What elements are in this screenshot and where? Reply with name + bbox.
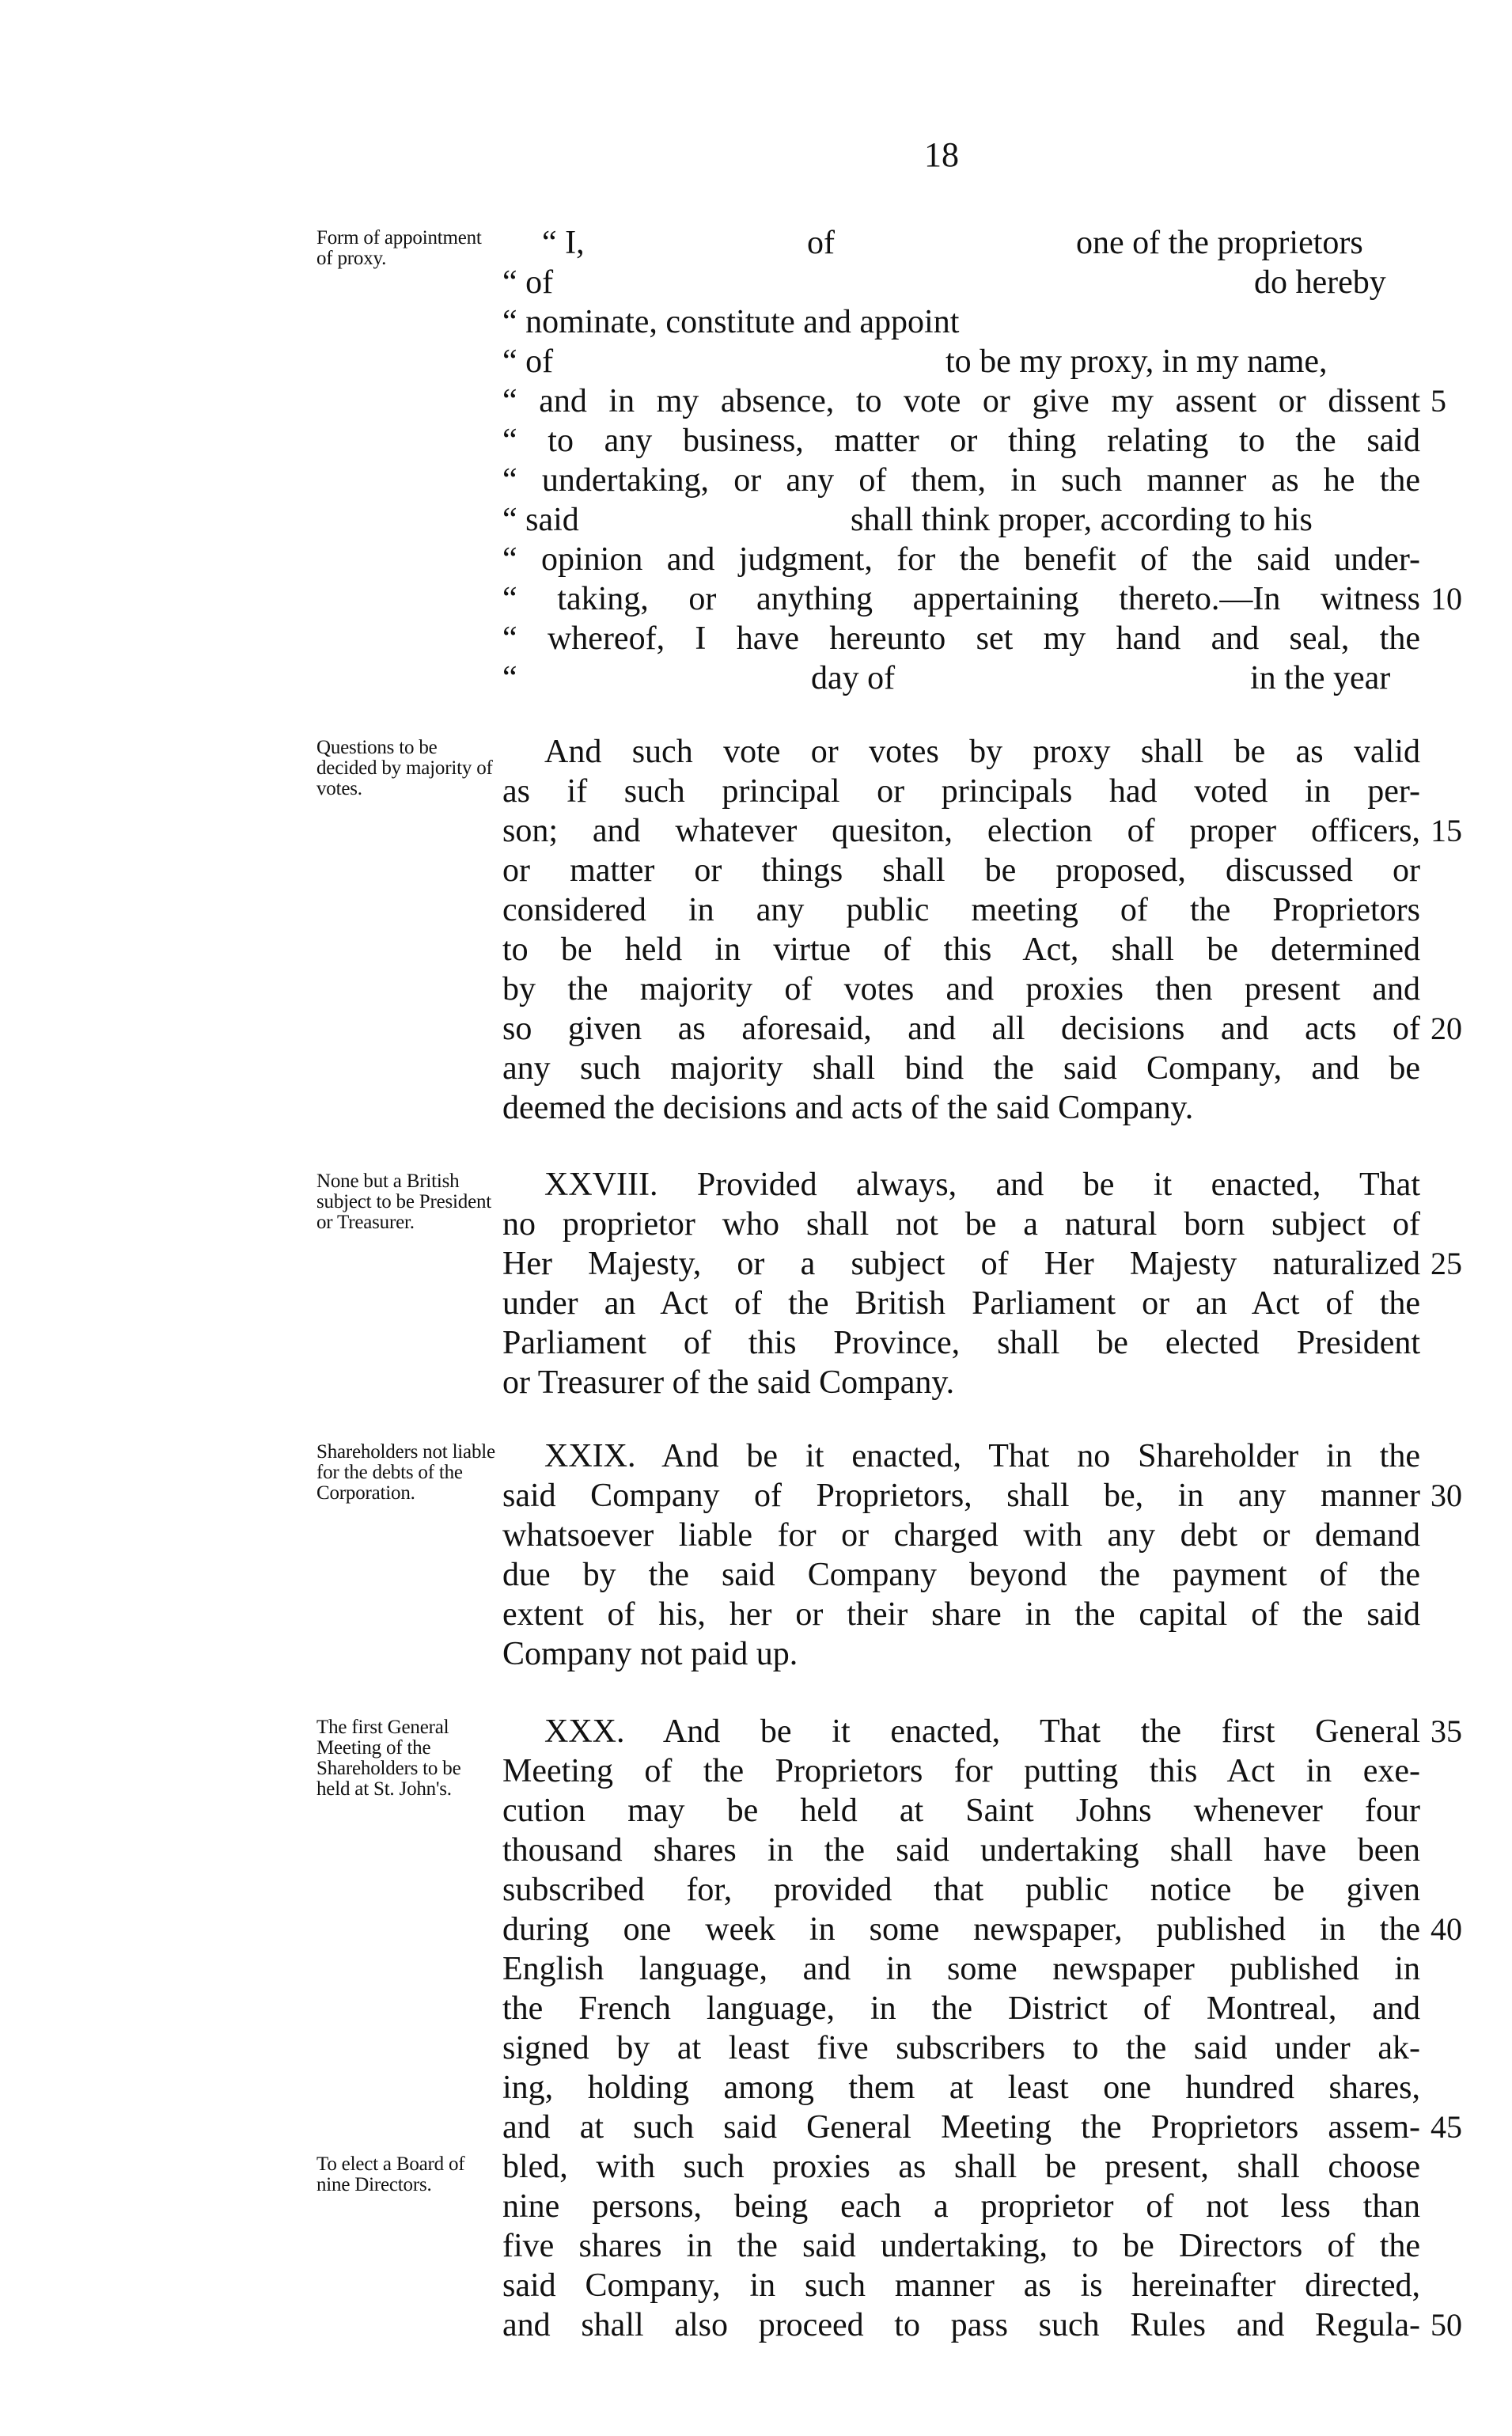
body-line: Meeting of the Proprietors for putting this Act in exe- bbox=[502, 1753, 1420, 1789]
margin-note-proxy-form: Form of appointment of proxy. bbox=[316, 227, 482, 269]
body-line: son; and whatever quesiton, election of proper officers, bbox=[502, 813, 1420, 849]
body-line: and shall also proceed to pass such Rules and Regula- bbox=[502, 2307, 1420, 2343]
body-line: nine persons, being each a proprietor of not less than bbox=[502, 2188, 1420, 2225]
margin-note-shareholders-not-liable: Shareholders not liable for the debts of the Corporation. bbox=[316, 1441, 495, 1504]
body-line: no proprietor who shall not be a natural born subject of bbox=[502, 1206, 1420, 1243]
margin-note-board-of-directors: To elect a Board of nine Directors. bbox=[316, 2153, 465, 2195]
body-line: or Treasurer of the said Company. bbox=[502, 1364, 955, 1401]
line-number: 50 bbox=[1431, 2307, 1462, 2343]
body-line: any such majority shall bind the said Company, and be bbox=[502, 1050, 1420, 1087]
body-line: Parliament of this Province, shall be elected President bbox=[502, 1325, 1420, 1361]
line-number: 45 bbox=[1431, 2109, 1462, 2145]
body-line: due by the said Company beyond the payment of the bbox=[502, 1557, 1420, 1593]
body-line: cution may be held at Saint Johns whenever four bbox=[502, 1793, 1420, 1829]
proxy-form-line-6: “ to any business, matter or thing relating to the said bbox=[502, 423, 1420, 459]
body-line: during one week in some newspaper, published in the bbox=[502, 1911, 1420, 1948]
body-line: XXX. And be it enacted, That the first General bbox=[544, 1713, 1420, 1750]
body-line: Company not paid up. bbox=[502, 1636, 798, 1672]
body-line: the French language, in the District of Montreal, and bbox=[502, 1990, 1420, 2027]
body-line: under an Act of the British Parliament or an Act of the bbox=[502, 1285, 1420, 1322]
body-line: or matter or things shall be proposed, discussed or bbox=[502, 852, 1420, 889]
body-line: extent of his, her or their share in the capital of the said bbox=[502, 1596, 1420, 1633]
proxy-form-line-8-b: shall think proper, according to his bbox=[851, 502, 1313, 538]
proxy-form-line-2 bbox=[502, 263, 1420, 302]
margin-note-first-general-meeting: The first General Meeting of the Shareholders to be held at St. John's. bbox=[316, 1717, 461, 1800]
body-line: five shares in the said undertaking, to be Directors of the bbox=[502, 2228, 1420, 2264]
proxy-form-line-1-b: of bbox=[807, 225, 835, 261]
body-line: thousand shares in the said undertaking shall have been bbox=[502, 1832, 1420, 1869]
body-line: bled, with such proxies as shall be present, shall choose bbox=[502, 2149, 1420, 2185]
body-line: to be held in virtue of this Act, shall be determined bbox=[502, 932, 1420, 968]
proxy-form-line-3: “ nominate, constitute and appoint bbox=[502, 304, 960, 340]
proxy-form-line-10: “ taking, or anything appertaining thereto.—In witness bbox=[502, 581, 1420, 617]
proxy-form-line-1-c: one of the proprietors bbox=[1076, 225, 1363, 261]
body-line: XXIX. And be it enacted, That no Shareholder in the bbox=[544, 1438, 1420, 1474]
line-number: 30 bbox=[1431, 1478, 1462, 1513]
proxy-form-line-4 bbox=[502, 342, 1420, 381]
line-number: 25 bbox=[1431, 1246, 1462, 1281]
body-line: English language, and in some newspaper published in bbox=[502, 1951, 1420, 1987]
proxy-form-line-1-a: “ I, bbox=[542, 225, 585, 261]
body-line: And such vote or votes by proxy shall be as valid bbox=[544, 734, 1420, 770]
proxy-form-line-12-c: in the year bbox=[1250, 660, 1391, 696]
body-line: Her Majesty, or a subject of Her Majesty naturalized bbox=[502, 1246, 1420, 1282]
body-line: ing, holding among them at least one hundred shares, bbox=[502, 2070, 1420, 2106]
line-number: 5 bbox=[1431, 383, 1446, 419]
body-line: so given as aforesaid, and all decisions and acts of bbox=[502, 1011, 1420, 1047]
proxy-form-line-12-a: “ bbox=[502, 660, 517, 696]
proxy-form-line-4-a: “ of bbox=[502, 343, 554, 380]
body-line: by the majority of votes and proxies then present and bbox=[502, 971, 1420, 1007]
body-line: said Company of Proprietors, shall be, in any manner bbox=[502, 1478, 1420, 1514]
body-line: and at such said General Meeting the Proprietors assem- bbox=[502, 2109, 1420, 2146]
line-number: 15 bbox=[1431, 813, 1462, 848]
line-number: 35 bbox=[1431, 1713, 1462, 1749]
margin-note-questions-majority: Questions to be decided by majority of votes. bbox=[316, 737, 493, 799]
body-line: as if such principal or principals had voted in per- bbox=[502, 773, 1420, 810]
body-line: subscribed for, provided that public notice be given bbox=[502, 1872, 1420, 1908]
body-line: whatsoever liable for or charged with any debt or demand bbox=[502, 1517, 1420, 1554]
proxy-form-line-8 bbox=[502, 500, 1420, 540]
proxy-form-line-4-b: to be my proxy, in my name, bbox=[945, 343, 1328, 380]
body-line: signed by at least five subscribers to the said under ak- bbox=[502, 2030, 1420, 2066]
body-line: XXVIII. Provided always, and be it enacted, That bbox=[544, 1167, 1420, 1203]
body-line: deemed the decisions and acts of the said Company. bbox=[502, 1090, 1194, 1126]
page-number: 18 bbox=[924, 135, 959, 174]
proxy-form-line-7: “ undertaking, or any of them, in such manner as he the bbox=[502, 462, 1420, 499]
line-number: 20 bbox=[1431, 1011, 1462, 1046]
proxy-form-line-2-b: do hereby bbox=[1254, 264, 1386, 301]
proxy-form-line-12-b: day of bbox=[811, 660, 896, 696]
proxy-form-line-12 bbox=[502, 658, 1420, 698]
margin-note-british-subject: None but a British subject to be President or Treasurer. bbox=[316, 1171, 492, 1233]
body-line: considered in any public meeting of the Proprietors bbox=[502, 892, 1420, 928]
line-number: 40 bbox=[1431, 1911, 1462, 1947]
proxy-form-line-1 bbox=[502, 223, 1420, 263]
proxy-form-line-5: “ and in my absence, to vote or give my assent or dissent bbox=[502, 383, 1420, 419]
proxy-form-line-9: “ opinion and judgment, for the benefit of the said under- bbox=[502, 541, 1420, 578]
proxy-form-line-8-a: “ said bbox=[502, 502, 579, 538]
proxy-form-line-2-a: “ of bbox=[502, 264, 554, 301]
line-number: 10 bbox=[1431, 581, 1462, 617]
proxy-form-line-11: “ whereof, I have hereunto set my hand and seal, the bbox=[502, 620, 1420, 657]
body-line: said Company, in such manner as is hereinafter directed, bbox=[502, 2267, 1420, 2304]
